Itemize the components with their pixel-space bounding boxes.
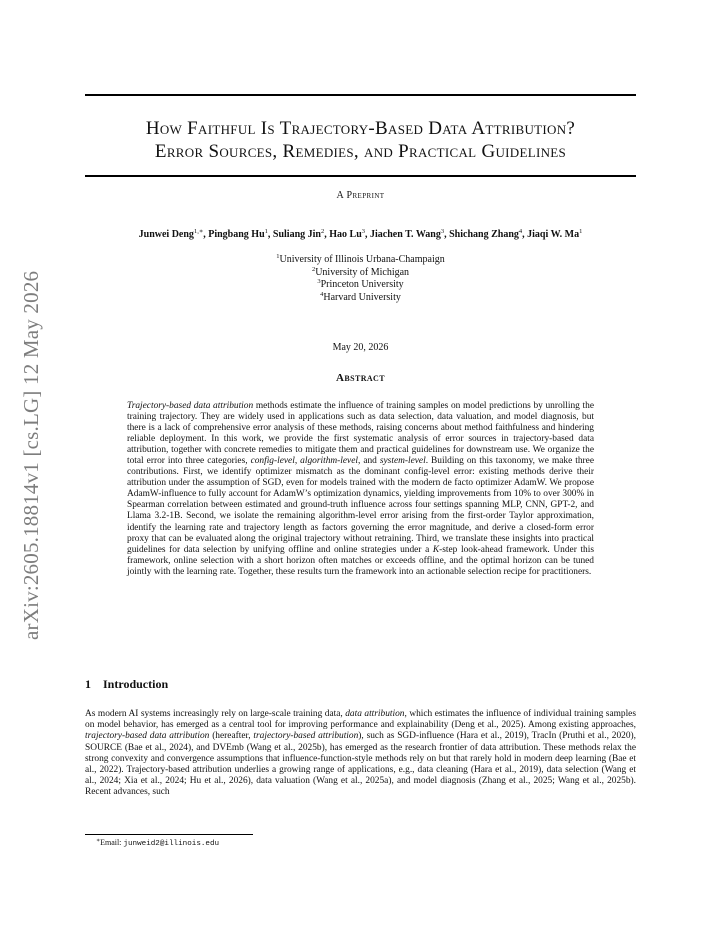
section-heading-introduction (85, 677, 168, 692)
author: Shichang Zhang$^4$ (449, 228, 523, 240)
arxiv-identifier: arXiv:2605.18814v1 [cs.LG] 12 May 2026 (19, 270, 43, 640)
title-rule-bottom (85, 175, 636, 177)
author: Suliang Jin$^2$ (272, 228, 325, 240)
author-list: Junwei Deng$^{1,∗}$, Pingbang Hu$^1$, Suliang Jin$^2$, Hao Lu$^3$, Jiachen T. Wang$^3$, Shichang Zhang$^4$, Jiaqi W. Ma$^1$ (138, 228, 583, 240)
email-address[interactable]: junweid2@illinois.edu (123, 840, 220, 848)
abstract-heading: Abstract (336, 372, 385, 384)
affiliation: $^3$Princeton University (317, 278, 404, 290)
affiliation: $^1$University of Illinois Urbana-Champaign (276, 253, 445, 265)
affiliation-list (85, 254, 636, 304)
author: Jiaqi W. Ma$^1$ (527, 228, 583, 240)
author: Pingbang Hu$^1$ (208, 228, 268, 240)
author: Hao Lu$^3$ (329, 228, 366, 240)
author: Junwei Deng$^{1,∗}$ (138, 228, 204, 240)
title-line-2: Error Sources, Remedies, and Practical Guidelines (154, 141, 567, 162)
author: Jiachen T. Wang$^3$ (370, 228, 445, 240)
publication-date: May 20, 2026 (332, 342, 389, 353)
title-line-1: How Faithful Is Trajectory-Based Data Attribution? (145, 118, 576, 139)
introduction-paragraph: As modern AI systems increasingly rely on large-scale training data, data attribution, which estimates the influence of individual training samples on model behavior, has emerged as a central tool for improving performance and explainability (Deng et al., 2025). Among existing approaches, trajectory-based data attribution (hereafter, trajectory-based attribution), such as SGD-influence (Hara et al., 2019), TracIn (Pruthi et al., 2020), SOURCE (Bae et al., 2024), and DVEmb (Wang et al., 2025b), has emerged as the research frontier of data attribution. These methods relax the strong convexity and convergence assumptions that influence-function-style methods rely on but that rarely hold in modern deep learning (Bae et al., 2022). Trajectory-based attribution underlies a growing range of applications, e.g., data cleaning (Hara et al., 2019), data selection (Wang et al., 2024; Xia et al., 2024; Hu et al., 2026), data valuation (Wang et al., 2025a), and model diagnosis (Zhang et al., 2025; Wang et al., 2025b). Recent advances, such (85, 709, 639, 798)
abstract-text: Trajectory-based data attribution methods estimate the influence of training samples on model predictions by unrolling the training trajectory. They are widely used in applications such as data selection, data valuation, and model diagnosis, but there is a lack of comprehensive error analysis of these methods, raising concerns about method faithfulness and hindering reliable deployment. In this work, we provide the first systematic analysis of error sources in trajectory-based data attribution, together with concrete remedies to mitigate them and practical guidelines for downstream use. We organize the total error into three categories, config-level, algorithm-level, and system-level. Building on this taxonomy, we make three contributions. First, we identify optimizer mismatch as the dominant config-level error: existing methods derive their attribution under the assumption of SGD, even for models trained with the modern de facto optimizer AdamW. We propose AdamW-influence to fully account for AdamW’s optimization dynamics, yielding improvements from 10% to over 300% in Spearman correlation between estimated and ground-truth influence across four settings spanning MLP, CNN, GPT-2, and Llama 3.2-1B. Second, we isolate the remaining algorithm-level error arising from the first-order Taylor approximation, identify the learning rate and trajectory length as factors governing the error magnitude, and derive a closed-form error proxy that can be evaluated along the original trajectory without retraining. Third, we translate these insights into practical guidelines for data selection by unifying offline and online strategies under a K-step look-ahead framework. Under this framework, online selection with a short horizon often matches or exceeds offline, and the optimal horizon can be tuned jointly with the learning rate. Together, these results turn the framework into an actionable selection recipe for practitioners. (127, 401, 597, 577)
paper-title (85, 117, 636, 163)
section-number: 1 (85, 677, 91, 691)
footnote-email: ∗Email: junweid2@illinois.edu (96, 838, 220, 848)
preprint-label: A Preprint (336, 190, 385, 201)
affiliation: $^2$University of Michigan (311, 265, 410, 278)
section-title: Introduction (103, 677, 169, 691)
affiliation: $^4$Harvard University (320, 290, 401, 303)
title-rule-top (85, 94, 636, 96)
footnote-rule (85, 834, 253, 835)
